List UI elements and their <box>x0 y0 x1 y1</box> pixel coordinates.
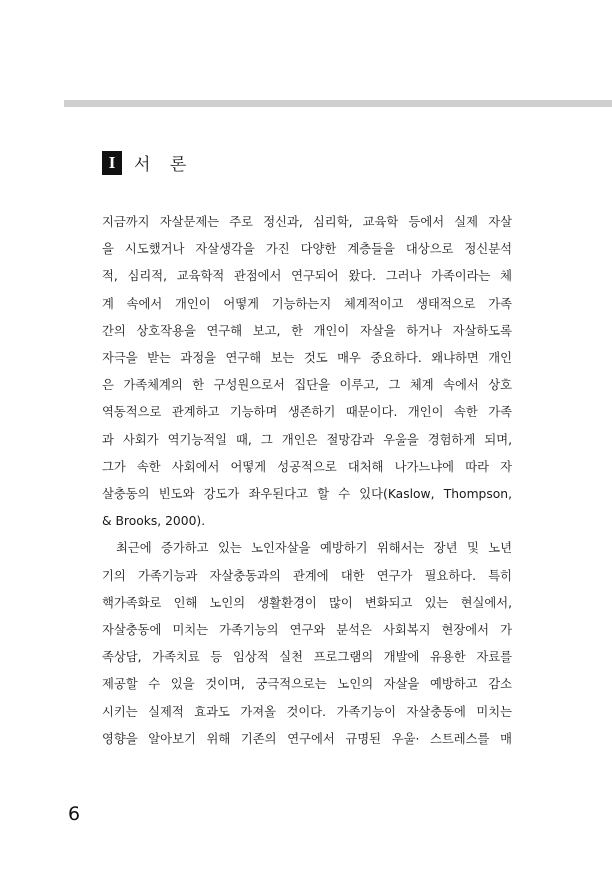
text-line: 기의 가족기능과 자살충동과의 관계에 대한 연구가 필요하다. 특히 <box>102 568 512 583</box>
section-title: 서 론 <box>134 155 194 175</box>
text-line: 계 속에서 개인이 어떻게 기능하는지 체계적이고 생태적으로 가족 <box>102 296 512 311</box>
text-line: 제공할 수 있을 것이며, 궁극적으로는 노인의 자살을 예방하고 감소 <box>102 677 512 692</box>
text-line: 영향을 알아보기 위해 기존의 연구에서 규명된 우울· 스트레스를 매 <box>102 731 512 746</box>
text-line: 시키는 실제적 효과도 가져올 것이다. 가족기능이 자살충동에 미치는 <box>102 704 512 719</box>
text-line: 과 사회가 역기능적일 때, 그 개인은 절망감과 우울을 경험하게 되며, <box>102 432 512 447</box>
page-number: 6 <box>68 803 81 825</box>
text-line: 핵가족화로 인해 노인의 생활환경이 많이 변화되고 있는 현실에서, <box>102 595 512 610</box>
text-line: 을 시도했거나 자살생각을 가진 다양한 계층들을 대상으로 정신분석 <box>102 242 512 257</box>
text-line: & Brooks, 2000). <box>102 514 206 529</box>
text-line: 간의 상호작용을 연구해 보고, 한 개인이 자살을 하거나 자살하도록 <box>102 323 512 338</box>
text-line: 지금까지 자살문제는 주로 정신과, 심리학, 교육학 등에서 실제 자살 <box>102 215 512 229</box>
section-number-badge: I <box>102 151 122 175</box>
text-line: 역동적으로 관계하고 기능하며 생존하기 때문이다. 개인이 속한 가족 <box>102 405 512 420</box>
text-line: 자살충동에 미치는 가족기능의 연구와 분석은 사회복지 현장에서 가 <box>102 623 512 638</box>
section-heading <box>102 150 193 175</box>
text-line: 족상담, 가족치료 등 임상적 실천 프로그램의 개발에 유용한 자료를 <box>102 650 512 665</box>
text-line: 적, 심리적, 교육학적 관점에서 연구되어 왔다. 그러나 가족이라는 체 <box>102 269 512 284</box>
text-line: 최근에 증가하고 있는 노인자살을 예방하기 위해서는 장년 및 노년 <box>116 541 512 556</box>
text-line: 그가 속한 사회에서 어떻게 성공적으로 대처해 나가느냐에 따라 자 <box>102 459 512 474</box>
header-rule <box>64 100 612 107</box>
text-line: 자극을 받는 과정을 연구해 보는 것도 매우 중요하다. 왜냐하면 개인 <box>102 351 512 366</box>
body-text <box>102 209 512 753</box>
text-line: 은 가족체계의 한 구성원으로서 집단을 이루고, 그 체계 속에서 상호 <box>102 378 512 393</box>
text-line: 살충동의 빈도와 강도가 좌우된다고 할 수 있다(Kaslow, Thompson, <box>102 487 512 502</box>
